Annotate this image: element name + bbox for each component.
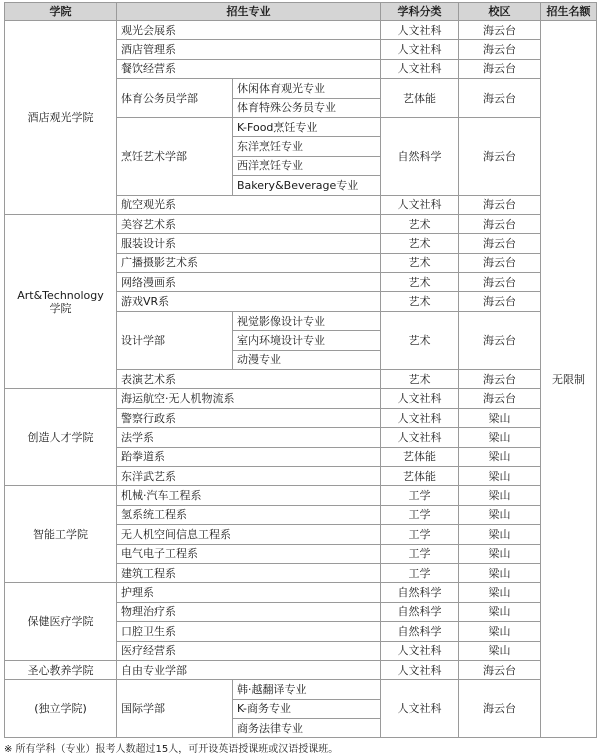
college-liberal: 圣心教养学院 — [5, 660, 117, 679]
category-cell: 工学 — [381, 486, 459, 505]
category-cell: 工学 — [381, 563, 459, 582]
header-college: 学院 — [5, 3, 117, 21]
category-cell: 人文社科 — [381, 680, 459, 738]
header-category: 学科分类 — [381, 3, 459, 21]
major-cell: Bakery&Beverage专业 — [233, 176, 381, 195]
category-cell: 艺术 — [381, 311, 459, 369]
campus-cell: 梁山 — [459, 486, 541, 505]
campus-cell: 海云台 — [459, 21, 541, 40]
table-row — [5, 21, 597, 40]
category-cell: 艺术 — [381, 234, 459, 253]
category-cell: 人文社科 — [381, 195, 459, 214]
campus-cell: 海云台 — [459, 311, 541, 369]
department-cell: 物理治疗系 — [117, 602, 381, 621]
department-cell: 广播摄影艺术系 — [117, 253, 381, 272]
campus-cell: 梁山 — [459, 466, 541, 485]
department-cell: 网络漫画系 — [117, 273, 381, 292]
department-cell: 无人机空间信息工程系 — [117, 525, 381, 544]
major-cell: 动漫专业 — [233, 350, 381, 369]
campus-cell: 梁山 — [459, 563, 541, 582]
major-cell: 休闲体育观光专业 — [233, 79, 381, 98]
department-cell: 机械·汽车工程系 — [117, 486, 381, 505]
header-major: 招生专业 — [117, 3, 381, 21]
department-cell: 航空观光系 — [117, 195, 381, 214]
campus-cell: 海云台 — [459, 234, 541, 253]
department-cell: 观光会展系 — [117, 21, 381, 40]
campus-cell: 海云台 — [459, 195, 541, 214]
campus-cell: 梁山 — [459, 428, 541, 447]
department-cell: 酒店管理系 — [117, 40, 381, 59]
campus-cell: 梁山 — [459, 505, 541, 524]
category-cell: 人文社科 — [381, 21, 459, 40]
footnote: ※ 所有学科（专业）报考人数超过15人，可开设英语授课班或汉语授课班。 — [4, 744, 339, 755]
department-cell: 东洋武艺系 — [117, 466, 381, 485]
campus-cell: 梁山 — [459, 641, 541, 660]
department-cell: 国际学部 — [117, 680, 233, 738]
table-row — [5, 660, 597, 679]
department-cell: 口腔卫生系 — [117, 622, 381, 641]
campus-cell: 海云台 — [459, 214, 541, 233]
department-cell: 烹饪艺术学部 — [117, 117, 233, 195]
table-row — [5, 583, 597, 602]
category-cell: 艺术 — [381, 273, 459, 292]
department-cell: 医疗经营系 — [117, 641, 381, 660]
campus-cell: 海云台 — [459, 117, 541, 195]
category-cell: 人文社科 — [381, 641, 459, 660]
college-art: Art&Technology 学院 — [5, 214, 117, 389]
department-cell: 美容艺术系 — [117, 214, 381, 233]
table-row — [5, 486, 597, 505]
department-cell: 餐饮经营系 — [117, 59, 381, 78]
header-quota: 招生名额 — [541, 3, 597, 21]
category-cell: 人文社科 — [381, 59, 459, 78]
major-cell: K-商务专业 — [233, 699, 381, 718]
major-cell: 韩·越翻译专业 — [233, 680, 381, 699]
college-hotel: 酒店观光学院 — [5, 21, 117, 215]
table-header-row — [5, 3, 597, 21]
campus-cell: 梁山 — [459, 622, 541, 641]
category-cell: 自然科学 — [381, 117, 459, 195]
category-cell: 工学 — [381, 525, 459, 544]
campus-cell: 梁山 — [459, 447, 541, 466]
campus-cell: 海云台 — [459, 40, 541, 59]
department-cell: 海运航空·无人机物流系 — [117, 389, 381, 408]
campus-cell: 海云台 — [459, 660, 541, 679]
college-smart: 智能工学院 — [5, 486, 117, 583]
category-cell: 人文社科 — [381, 428, 459, 447]
campus-cell: 梁山 — [459, 583, 541, 602]
category-cell: 艺体能 — [381, 447, 459, 466]
department-cell: 建筑工程系 — [117, 563, 381, 582]
department-cell: 游戏VR系 — [117, 292, 381, 311]
department-cell: 设计学部 — [117, 311, 233, 369]
category-cell: 工学 — [381, 544, 459, 563]
college-creative: 创造人才学院 — [5, 389, 117, 486]
campus-cell: 海云台 — [459, 680, 541, 738]
header-campus: 校区 — [459, 3, 541, 21]
campus-cell: 海云台 — [459, 79, 541, 118]
table-row — [5, 389, 597, 408]
department-cell: 跆拳道系 — [117, 447, 381, 466]
college-independent: (独立学院) — [5, 680, 117, 738]
campus-cell: 海云台 — [459, 389, 541, 408]
category-cell: 人文社科 — [381, 660, 459, 679]
major-cell: 西洋烹饪专业 — [233, 156, 381, 175]
major-cell: 视觉影像设计专业 — [233, 311, 381, 330]
category-cell: 工学 — [381, 505, 459, 524]
department-cell: 表演艺术系 — [117, 370, 381, 389]
major-cell: K-Food烹饪专业 — [233, 117, 381, 136]
campus-cell: 海云台 — [459, 253, 541, 272]
college-health: 保健医疗学院 — [5, 583, 117, 661]
campus-cell: 梁山 — [459, 525, 541, 544]
category-cell: 艺术 — [381, 253, 459, 272]
category-cell: 人文社科 — [381, 408, 459, 427]
department-cell: 护理系 — [117, 583, 381, 602]
campus-cell: 海云台 — [459, 59, 541, 78]
department-cell: 服装设计系 — [117, 234, 381, 253]
category-cell: 人文社科 — [381, 389, 459, 408]
category-cell: 艺体能 — [381, 466, 459, 485]
department-cell: 氢系统工程系 — [117, 505, 381, 524]
major-cell: 室内环境设计专业 — [233, 331, 381, 350]
department-cell: 体育公务员学部 — [117, 79, 233, 118]
major-cell: 商务法律专业 — [233, 719, 381, 738]
campus-cell: 梁山 — [459, 408, 541, 427]
campus-cell: 海云台 — [459, 370, 541, 389]
category-cell: 艺术 — [381, 370, 459, 389]
category-cell: 人文社科 — [381, 40, 459, 59]
table-row — [5, 680, 597, 699]
category-cell: 自然科学 — [381, 602, 459, 621]
major-cell: 体育特殊公务员专业 — [233, 98, 381, 117]
category-cell: 艺体能 — [381, 79, 459, 118]
table-row — [5, 214, 597, 233]
category-cell: 艺术 — [381, 214, 459, 233]
department-cell: 法学系 — [117, 428, 381, 447]
campus-cell: 梁山 — [459, 602, 541, 621]
campus-cell: 梁山 — [459, 544, 541, 563]
admissions-table — [4, 2, 597, 738]
department-cell: 自由专业学部 — [117, 660, 381, 679]
category-cell: 艺术 — [381, 292, 459, 311]
campus-cell: 海云台 — [459, 292, 541, 311]
major-cell: 东洋烹饪专业 — [233, 137, 381, 156]
department-cell: 电气电子工程系 — [117, 544, 381, 563]
campus-cell: 海云台 — [459, 273, 541, 292]
category-cell: 自然科学 — [381, 583, 459, 602]
quota-cell: 无限制 — [541, 21, 597, 738]
department-cell: 警察行政系 — [117, 408, 381, 427]
category-cell: 自然科学 — [381, 622, 459, 641]
